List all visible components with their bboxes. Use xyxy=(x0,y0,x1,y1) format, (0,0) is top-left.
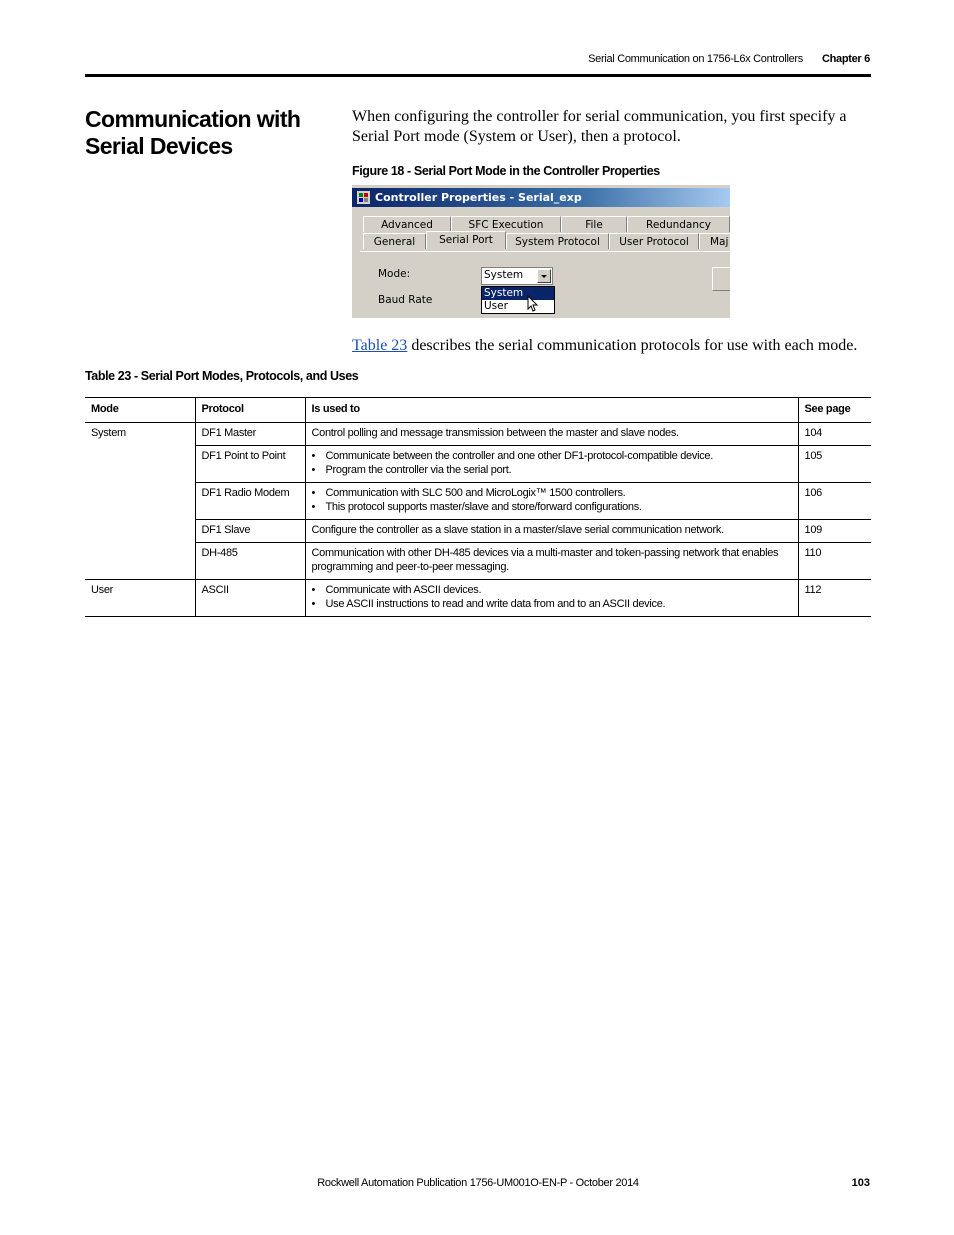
page-cell: 105 xyxy=(798,446,871,483)
bullet-item: • Communication with SLC 500 and MicroLogix™ 1500 controllers. xyxy=(326,486,792,500)
reference-text: describes the serial communication protocols for use with each mode. xyxy=(407,337,858,354)
app-icon xyxy=(357,191,370,204)
table-row xyxy=(85,520,871,543)
tab-panel-border xyxy=(360,251,730,252)
figure-caption: Figure 18 - Serial Port Mode in the Controller Properties xyxy=(352,164,660,178)
controller-properties-screenshot xyxy=(352,185,730,318)
tab-major-faults[interactable]: Maj xyxy=(699,233,730,249)
mode-option-system[interactable]: System xyxy=(482,287,554,300)
mode-cell xyxy=(85,520,195,543)
window-titlebar xyxy=(352,188,730,207)
mode-cell: User xyxy=(85,580,195,617)
mode-option-user[interactable]: User xyxy=(484,300,508,312)
page-cell: 110 xyxy=(798,543,871,580)
running-header-title: Serial Communication on 1756-L6x Controllers xyxy=(588,53,803,65)
tab-sfc-execution[interactable]: SFC Execution xyxy=(451,216,561,232)
tab-general[interactable]: General xyxy=(363,233,426,249)
protocol-cell: DF1 Slave xyxy=(195,520,305,543)
table-row xyxy=(85,543,871,580)
uses-cell: Control polling and message transmission between the master and slave nodes. xyxy=(305,423,798,446)
mode-cell xyxy=(85,483,195,520)
bullet-item: • This protocol supports master/slave and store/forward configurations. xyxy=(326,500,792,514)
tab-system-protocol[interactable]: System Protocol xyxy=(506,233,609,249)
serial-port-modes-table xyxy=(85,397,871,617)
uses-cell xyxy=(305,446,798,483)
protocol-cell: DF1 Radio Modem xyxy=(195,483,305,520)
col-header-mode: Mode xyxy=(85,398,195,423)
col-header-page: See page xyxy=(798,398,871,423)
bullet-item: • Communicate between the controller and one other DF1-protocol-compatible device. xyxy=(326,449,792,463)
chevron-down-icon[interactable] xyxy=(537,269,551,283)
table-row xyxy=(85,580,871,617)
page-cell: 109 xyxy=(798,520,871,543)
mode-dropdown-list[interactable] xyxy=(481,286,555,314)
table-caption: Table 23 - Serial Port Modes, Protocols, and Uses xyxy=(85,369,359,383)
tab-redundancy[interactable]: Redundancy xyxy=(627,216,730,232)
uses-cell: Communication with other DH-485 devices via a multi-master and token-passing network that enables programming and peer-to-peer messaging. xyxy=(305,543,798,580)
baud-rate-label: Baud Rate xyxy=(378,294,433,306)
tab-user-protocol[interactable]: User Protocol xyxy=(609,233,699,249)
running-header-chapter: Chapter 6 xyxy=(821,53,870,65)
page-cell: 112 xyxy=(798,580,871,617)
uses-cell xyxy=(305,580,798,617)
bullet-item: • Use ASCII instructions to read and write data from and to an ASCII device. xyxy=(326,597,792,611)
mode-cell xyxy=(85,446,195,483)
tab-advanced[interactable]: Advanced xyxy=(363,216,451,232)
table-row xyxy=(85,483,871,520)
tab-file[interactable]: File xyxy=(561,216,627,232)
table-header-row xyxy=(85,398,871,423)
uses-cell xyxy=(305,483,798,520)
intro-paragraph: When configuring the controller for serial communication, you first specify a Serial Port mode (System or User), then a protocol. xyxy=(352,108,847,145)
side-button[interactable] xyxy=(712,267,730,291)
mode-select-value: System xyxy=(484,269,524,281)
window-title: Controller Properties - Serial_exp xyxy=(375,191,582,204)
section-heading-line1: Communication with xyxy=(85,106,301,132)
page-number: 103 xyxy=(851,1177,870,1189)
page-cell: 104 xyxy=(798,423,871,446)
page-cell: 106 xyxy=(798,483,871,520)
mode-select[interactable] xyxy=(481,267,553,285)
table-reference-paragraph xyxy=(352,336,867,356)
mode-cell: System xyxy=(91,427,126,439)
bullet-item: • Communicate with ASCII devices. xyxy=(326,583,792,597)
section-heading xyxy=(85,106,325,160)
col-header-uses: Is used to xyxy=(305,398,798,423)
protocol-cell: DF1 Point to Point xyxy=(195,446,305,483)
protocol-cell: DF1 Master xyxy=(195,423,305,446)
tab-serial-port[interactable]: Serial Port xyxy=(426,231,506,249)
protocol-cell: ASCII xyxy=(195,580,305,617)
section-heading-line2: Serial Devices xyxy=(85,133,233,159)
mouse-cursor-icon xyxy=(527,295,539,313)
table-23-link[interactable]: Table 23 xyxy=(352,337,408,354)
table-row xyxy=(85,423,871,446)
uses-cell: Configure the controller as a slave station in a master/slave serial communication network. xyxy=(305,520,798,543)
mode-label: Mode: xyxy=(378,268,411,280)
mode-cell xyxy=(85,543,195,580)
col-header-protocol: Protocol xyxy=(195,398,305,423)
bullet-item: • Program the controller via the serial port. xyxy=(326,463,792,477)
header-rule xyxy=(85,74,871,77)
table-row xyxy=(85,446,871,483)
protocol-cell: DH-485 xyxy=(195,543,305,580)
footer-publication: Rockwell Automation Publication 1756-UM001O-EN-P - October 2014 xyxy=(317,1177,639,1189)
